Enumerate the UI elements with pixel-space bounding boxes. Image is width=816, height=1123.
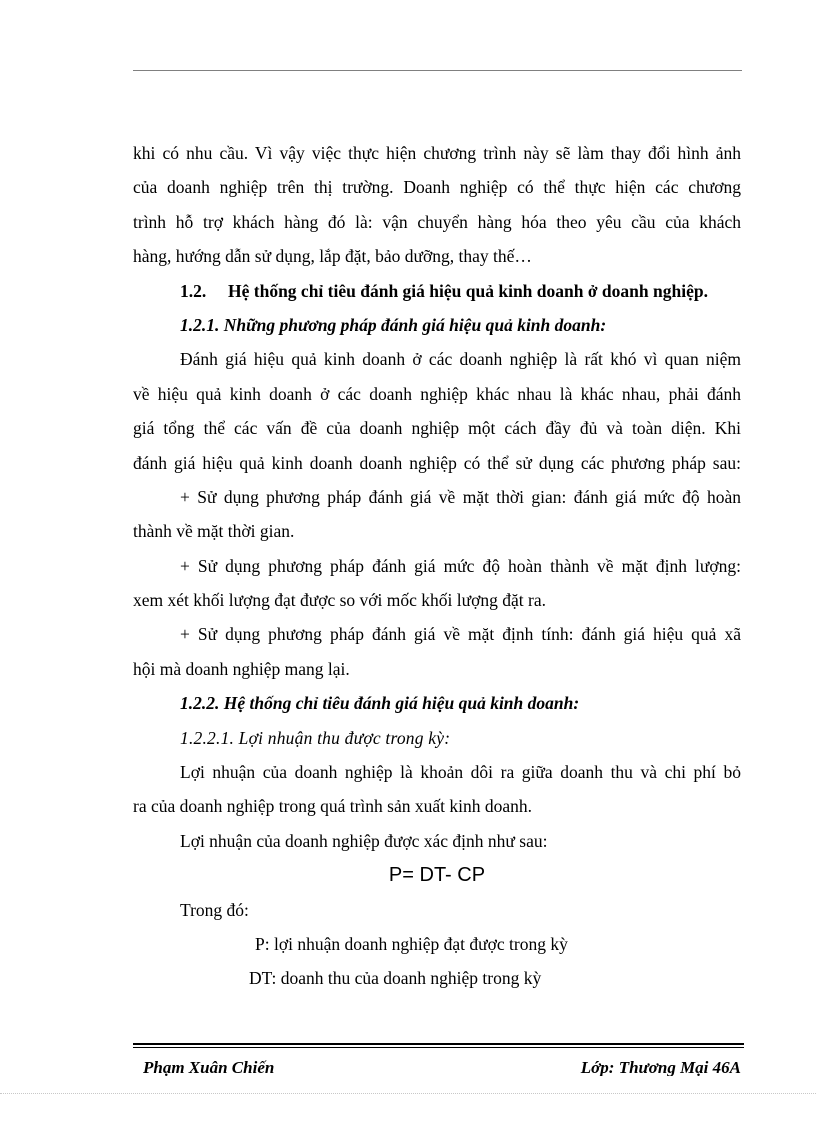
paragraph-line: Lợi nhuận của doanh nghiệp được xác định như sau: <box>180 830 548 851</box>
list-item-continuation: thành về mặt thời gian. <box>133 521 295 542</box>
subsection-heading-1-2-2-1: 1.2.2.1. Lợi nhuận thu được trong kỳ: <box>180 727 451 748</box>
definition-p: P: lợi nhuận doanh nghiệp đạt được trong kỳ <box>255 933 568 954</box>
paragraph-line: đánh giá hiệu quả kinh doanh doanh nghiệp có thể sử dụng các phương pháp sau: <box>133 452 741 473</box>
list-item: + Sử dụng phương pháp đánh giá về mặt thời gian: đánh giá mức độ hoàn <box>180 486 741 507</box>
where-label: Trong đó: <box>180 899 249 920</box>
paragraph-line: của doanh nghiệp trên thị trường. Doanh nghiệp có thể thực hiện các chương <box>133 177 741 198</box>
header-rule <box>133 70 742 71</box>
document-body <box>133 136 741 996</box>
footer-rule-thin <box>133 1047 744 1048</box>
list-item-continuation: hội mà doanh nghiệp mang lại. <box>133 658 350 679</box>
paragraph-line: trình hỗ trợ khách hàng đó là: vận chuyển hàng hóa theo yêu cầu của khách <box>133 211 741 232</box>
subsection-heading-1-2-1: 1.2.1. Những phương pháp đánh giá hiệu quả kinh doanh: <box>180 314 607 335</box>
footer-author: Phạm Xuân Chiến <box>143 1058 275 1076</box>
paragraph-line: Đánh giá hiệu quả kinh doanh ở các doanh nghiệp là rất khó vì quan niệm <box>180 349 741 370</box>
list-item: + Sử dụng phương pháp đánh giá về mặt định tính: đánh giá hiệu quả xã <box>180 624 741 645</box>
list-item-continuation: xem xét khối lượng đạt được so với mốc khối lượng đặt ra. <box>133 590 546 611</box>
paragraph-line: ra của doanh nghiệp trong quá trình sản xuất kinh doanh. <box>133 796 532 817</box>
paragraph-line: hàng, hướng dẫn sử dụng, lắp đặt, bảo dưỡng, thay thế… <box>133 246 532 267</box>
footer-rule-thick <box>133 1043 744 1045</box>
definition-dt: DT: doanh thu của doanh nghiệp trong kỳ <box>249 968 542 989</box>
footer-class: Lớp: Thương Mại 46A <box>580 1058 741 1076</box>
paragraph-line: giá tổng thể các vấn đề của doanh nghiệp một cách đầy đủ và toàn diện. Khi <box>133 418 741 439</box>
paragraph-line: khi có nhu cầu. Vì vậy việc thực hiện chương trình này sẽ làm thay đổi hình ảnh <box>133 143 741 163</box>
subsection-heading-1-2-2: 1.2.2. Hệ thống chỉ tiêu đánh giá hiệu quả kinh doanh: <box>180 693 580 714</box>
page-footer <box>143 1056 741 1076</box>
list-item: + Sử dụng phương pháp đánh giá mức độ hoàn thành về mặt định lượng: <box>180 555 741 576</box>
section-heading-1-2 <box>133 274 741 308</box>
section-number: 1.2. <box>180 280 207 301</box>
section-title: Hệ thống chỉ tiêu đánh giá hiệu quả kinh doanh ở doanh nghiệp. <box>228 280 708 301</box>
profit-formula: P= DT- CP <box>388 864 486 887</box>
paragraph-line: Lợi nhuận của doanh nghiệp là khoản dôi ra giữa doanh thu và chi phí bỏ <box>180 762 741 783</box>
paragraph-line: về hiệu quả kinh doanh ở các doanh nghiệp khác nhau là khác nhau, phải đánh <box>133 383 741 404</box>
page-edge-divider <box>0 1093 816 1094</box>
